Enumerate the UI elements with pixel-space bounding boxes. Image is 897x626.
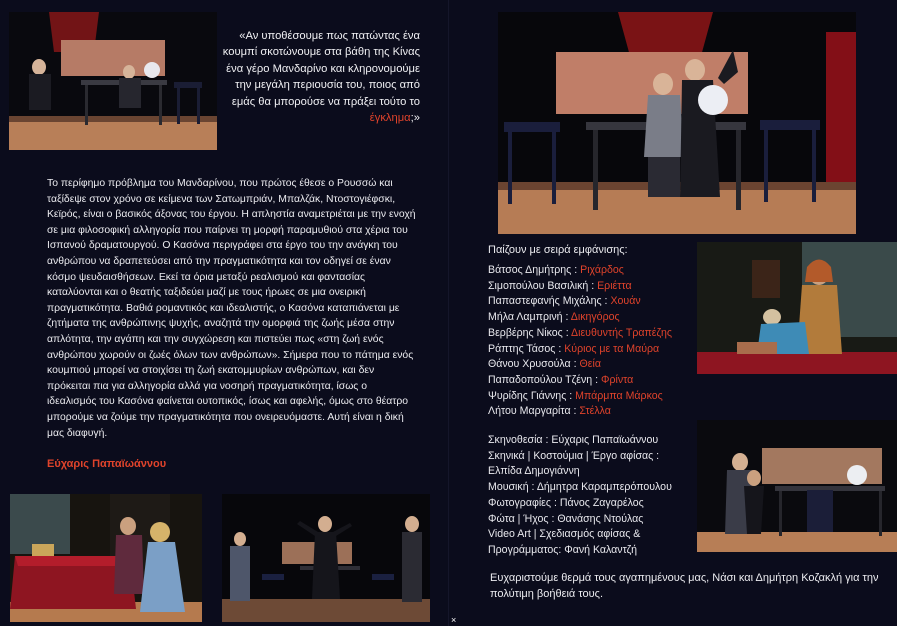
credit-line: Σκηνικά | Κοστούμια | Έργο αφίσας : [488,449,660,462]
cast-actor: Παπαστεφανής Μιχάλης : [488,295,611,308]
stage-photo-bottom-left [10,494,202,622]
cast-entry [488,263,672,279]
cast-role: Θεία [579,358,601,371]
thanks-note: Ευχαριστούμε θερμά τους αγαπημένους μας, Νάσι και Δημήτρη Κοζακλή για την πολύτιμη βοήθειά τους. [490,572,879,600]
credit-line: Φώτα | Ήχος : Θανάσης Ντούλας [488,512,644,525]
cast-actor: Θάνου Χρυσούλα : [488,358,580,371]
cast-entry [488,310,672,326]
cast-entry [488,389,672,405]
cast-actor: Μήλα Λαμπρινή : [488,311,571,324]
cast-entry [488,357,672,373]
cast-entry [488,279,672,295]
cast-actor: Βάτσος Δημήτρης : [488,264,581,276]
cast-actor: Ψυρίδης Γιάννης : [488,389,576,402]
cast-role: Εριέττα [597,279,632,292]
stage-photo-bottom-middle [222,494,430,622]
page-fold [448,0,449,626]
stage-photo-top-right [498,12,856,234]
credit-line: Video Art | Σχεδιασμός αφίσας & [488,528,641,541]
stage-photo-top-left [9,12,217,150]
opening-quote: «Αν υποθέσουμε πως πατώντας ένα κουμπί σκοτώνουμε στα βάθη της Κίνας ένα γέρο Μανδαρίνο και κληρονομούμε την μεγάλη περιουσία του, ποιος από εμάς θα μπορούσε να πράξει τούτο το έγκλημα;» [222,30,420,125]
cast-role: Ριχάρδος [580,264,624,276]
author-signature: Εύχαρις Παπαϊωάννου [47,458,167,470]
credits-list [488,433,672,559]
cast-actor: Λήτου Μαργαρίτα : [488,405,580,418]
cast-title: Παίζουν με σειρά εμφάνισης: [488,244,628,256]
credit-line: Φωτογραφίες : Πάνος Ζαγαρέλος [488,496,644,509]
credit-line: Προγράμματος: Φανή Καλαντζή [488,543,638,556]
cast-actor: Ράπτης Τάσος : [488,342,565,355]
cast-role: Στέλλα [579,405,611,418]
cast-role: Φρίντα [601,373,634,386]
cast-role: Κύριος με τα Μαύρα [564,342,660,355]
cast-actor: Βερβέρης Νίκος : [488,326,572,339]
quote-highlight: έγκλημα [369,112,411,125]
cast-role: Μπάρμπα Μάρκος [575,389,663,402]
cast-actor: Παπαδοπούλου Τζένη : [488,373,601,386]
stage-photo-middle-right [697,242,897,374]
cast-list [488,263,672,420]
cast-actor: Σιμοπούλου Βασιλική : [488,279,598,292]
cast-role: Διευθυντής Τραπέζης [571,326,673,339]
page-mark: × [451,615,457,625]
cast-entry [488,294,672,310]
cast-role: Δικηγόρος [570,311,620,324]
cast-entry [488,342,672,358]
credit-line: Σκηνοθεσία : Εύχαρις Παπαϊωάννου [488,434,659,446]
article-text: Το περίφημο πρόβλημα του Μανδαρίνου, που πρώτος έθεσε ο Ρουσσώ και ταξίδεψε στον χρόνο σε κείμενα των Σατωμπριάν, Μπαλζάκ, Ντοστογιέφσκι, Κεϊρός, είναι ο βασικός άξονας του έργου. Η απληστία αναμετριέται με την ενοχή σε μια φιλοσοφική αλληγορία που παίρνει τη μορφή παραμυθιού στα χέρια του Ισπανού δραματουργού. Ο Κασόνα περιγράφει στα έργο του την ανάγκη του ανθρώπου να δραπετεύσει από την πραγματικότητα και τον οδηγεί σε έναν κόσμο ψευδαισθήσεων. Εκεί τα όρια μεταξύ ρεαλισμού και φαντασίας καταλύονται και ο θεατής ταξιδεύει μαζί με τους ήρωες σε μια ονειρική πραγματικότητα. Βαθιά ρομαντικός και ιδεαλιστής, ο Κασόνα καταπιάνεται με ζητήματα της ανθρώπινης ψυχής, αναζητά την ομορφιά της ζωής μέσα στην απλότητα, την αγάπη και την συγχώρεση και πιστεύει πως «στη ζωή ενός ανθρώπου χωρούν οι ζωές όλων των ανθρώπων». Σήμερα που το πάτημα ενός κουμπιού μπορεί να στοιχίσει τη ζωή εκατομμυρίων ανθρώπων, και δεν πρόκειται πια για αλληγορία αλλά για νοσηρή πραγματικότητα, ίσως ο ιδεαλισμός του Κασόνα φαίνεται ουτοπικός, ίσως και αφελής, όμως στο θέατρο μπορούμε να ζούμε την πραγματικότητα που ονειρευόμαστε. Αυτή είναι η δική μας διαφυγή. [47,178,416,439]
credit-line: Μουσική : Δήμητρα Καραμπερόπουλου [488,481,672,494]
cast-entry [488,373,672,389]
stage-photo-lower-right [697,420,897,552]
cast-entry [488,326,672,342]
credit-line: Ελπίδα Δημογιάννη [488,465,580,478]
cast-entry [488,404,672,420]
cast-role: Χουάν [610,295,641,308]
